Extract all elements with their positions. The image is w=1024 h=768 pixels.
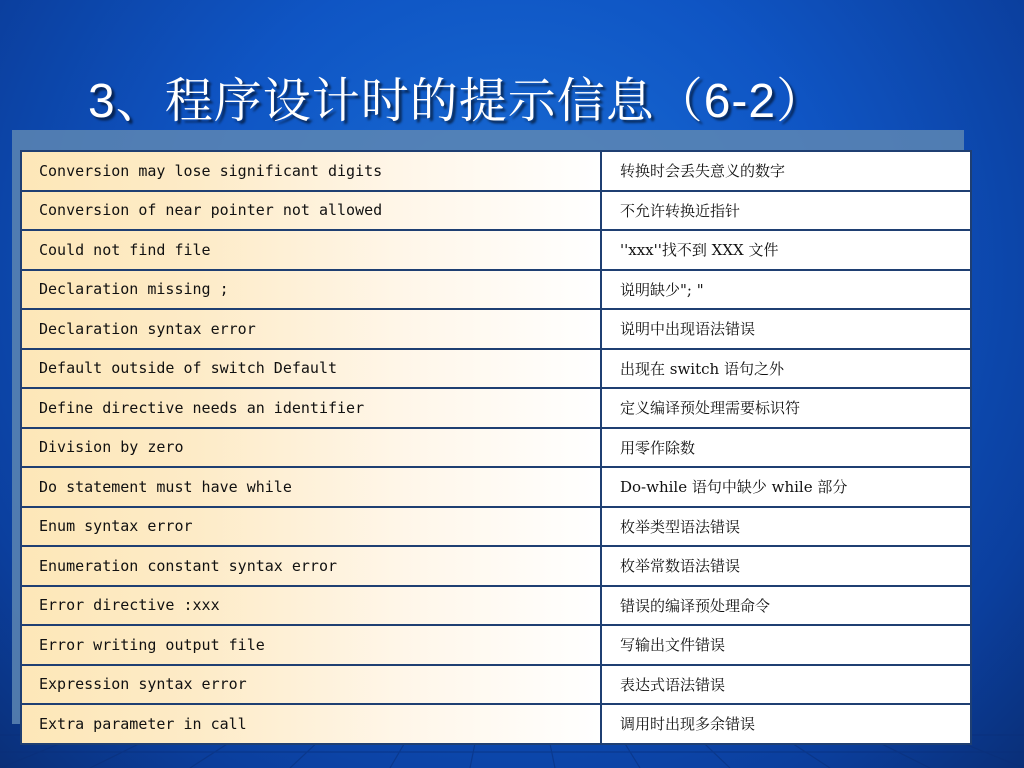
error-message-english: Conversion may lose significant digits — [21, 151, 601, 191]
error-message-chinese: 表达式语法错误 — [601, 665, 971, 705]
error-message-chinese: 转换时会丢失意义的数字 — [601, 151, 971, 191]
error-message-english: Default outside of switch Default — [21, 349, 601, 389]
error-message-english: Extra parameter in call — [21, 704, 601, 744]
error-message-english: Error directive :xxx — [21, 586, 601, 626]
error-message-english: Conversion of near pointer not allowed — [21, 191, 601, 231]
table-row — [21, 270, 971, 310]
error-message-chinese: ''xxx''找不到 XXX 文件 — [601, 230, 971, 270]
error-message-chinese: 定义编译预处理需要标识符 — [601, 388, 971, 428]
error-message-english: Do statement must have while — [21, 467, 601, 507]
error-message-chinese: Do-while 语句中缺少 while 部分 — [601, 467, 971, 507]
error-message-english: Error writing output file — [21, 625, 601, 665]
error-message-english: Define directive needs an identifier — [21, 388, 601, 428]
error-message-english: Declaration missing ; — [21, 270, 601, 310]
error-message-chinese: 枚举常数语法错误 — [601, 546, 971, 586]
error-message-english: Expression syntax error — [21, 665, 601, 705]
error-message-english: Declaration syntax error — [21, 309, 601, 349]
error-message-table — [20, 150, 972, 745]
error-message-english: Could not find file — [21, 230, 601, 270]
table-row — [21, 704, 971, 744]
slide-title: 3、程序设计时的提示信息（6-2） — [88, 75, 826, 128]
table-row — [21, 625, 971, 665]
table-row — [21, 665, 971, 705]
error-message-chinese: 出现在 switch 语句之外 — [601, 349, 971, 389]
table-row — [21, 151, 971, 191]
table-row — [21, 586, 971, 626]
error-message-chinese: 说明中出现语法错误 — [601, 309, 971, 349]
table-row — [21, 191, 971, 231]
error-message-chinese: 不允许转换近指针 — [601, 191, 971, 231]
error-message-chinese: 写输出文件错误 — [601, 625, 971, 665]
error-message-english: Enumeration constant syntax error — [21, 546, 601, 586]
table-row — [21, 467, 971, 507]
error-message-english: Enum syntax error — [21, 507, 601, 547]
table-row — [21, 428, 971, 468]
table-row — [21, 349, 971, 389]
table-row — [21, 388, 971, 428]
error-message-english: Division by zero — [21, 428, 601, 468]
error-message-chinese: 说明缺少"; " — [601, 270, 971, 310]
table-row — [21, 546, 971, 586]
table-row — [21, 507, 971, 547]
error-message-chinese: 枚举类型语法错误 — [601, 507, 971, 547]
table-row — [21, 230, 971, 270]
error-message-chinese: 调用时出现多余错误 — [601, 704, 971, 744]
error-message-chinese: 用零作除数 — [601, 428, 971, 468]
error-message-chinese: 错误的编译预处理命令 — [601, 586, 971, 626]
table-row — [21, 309, 971, 349]
